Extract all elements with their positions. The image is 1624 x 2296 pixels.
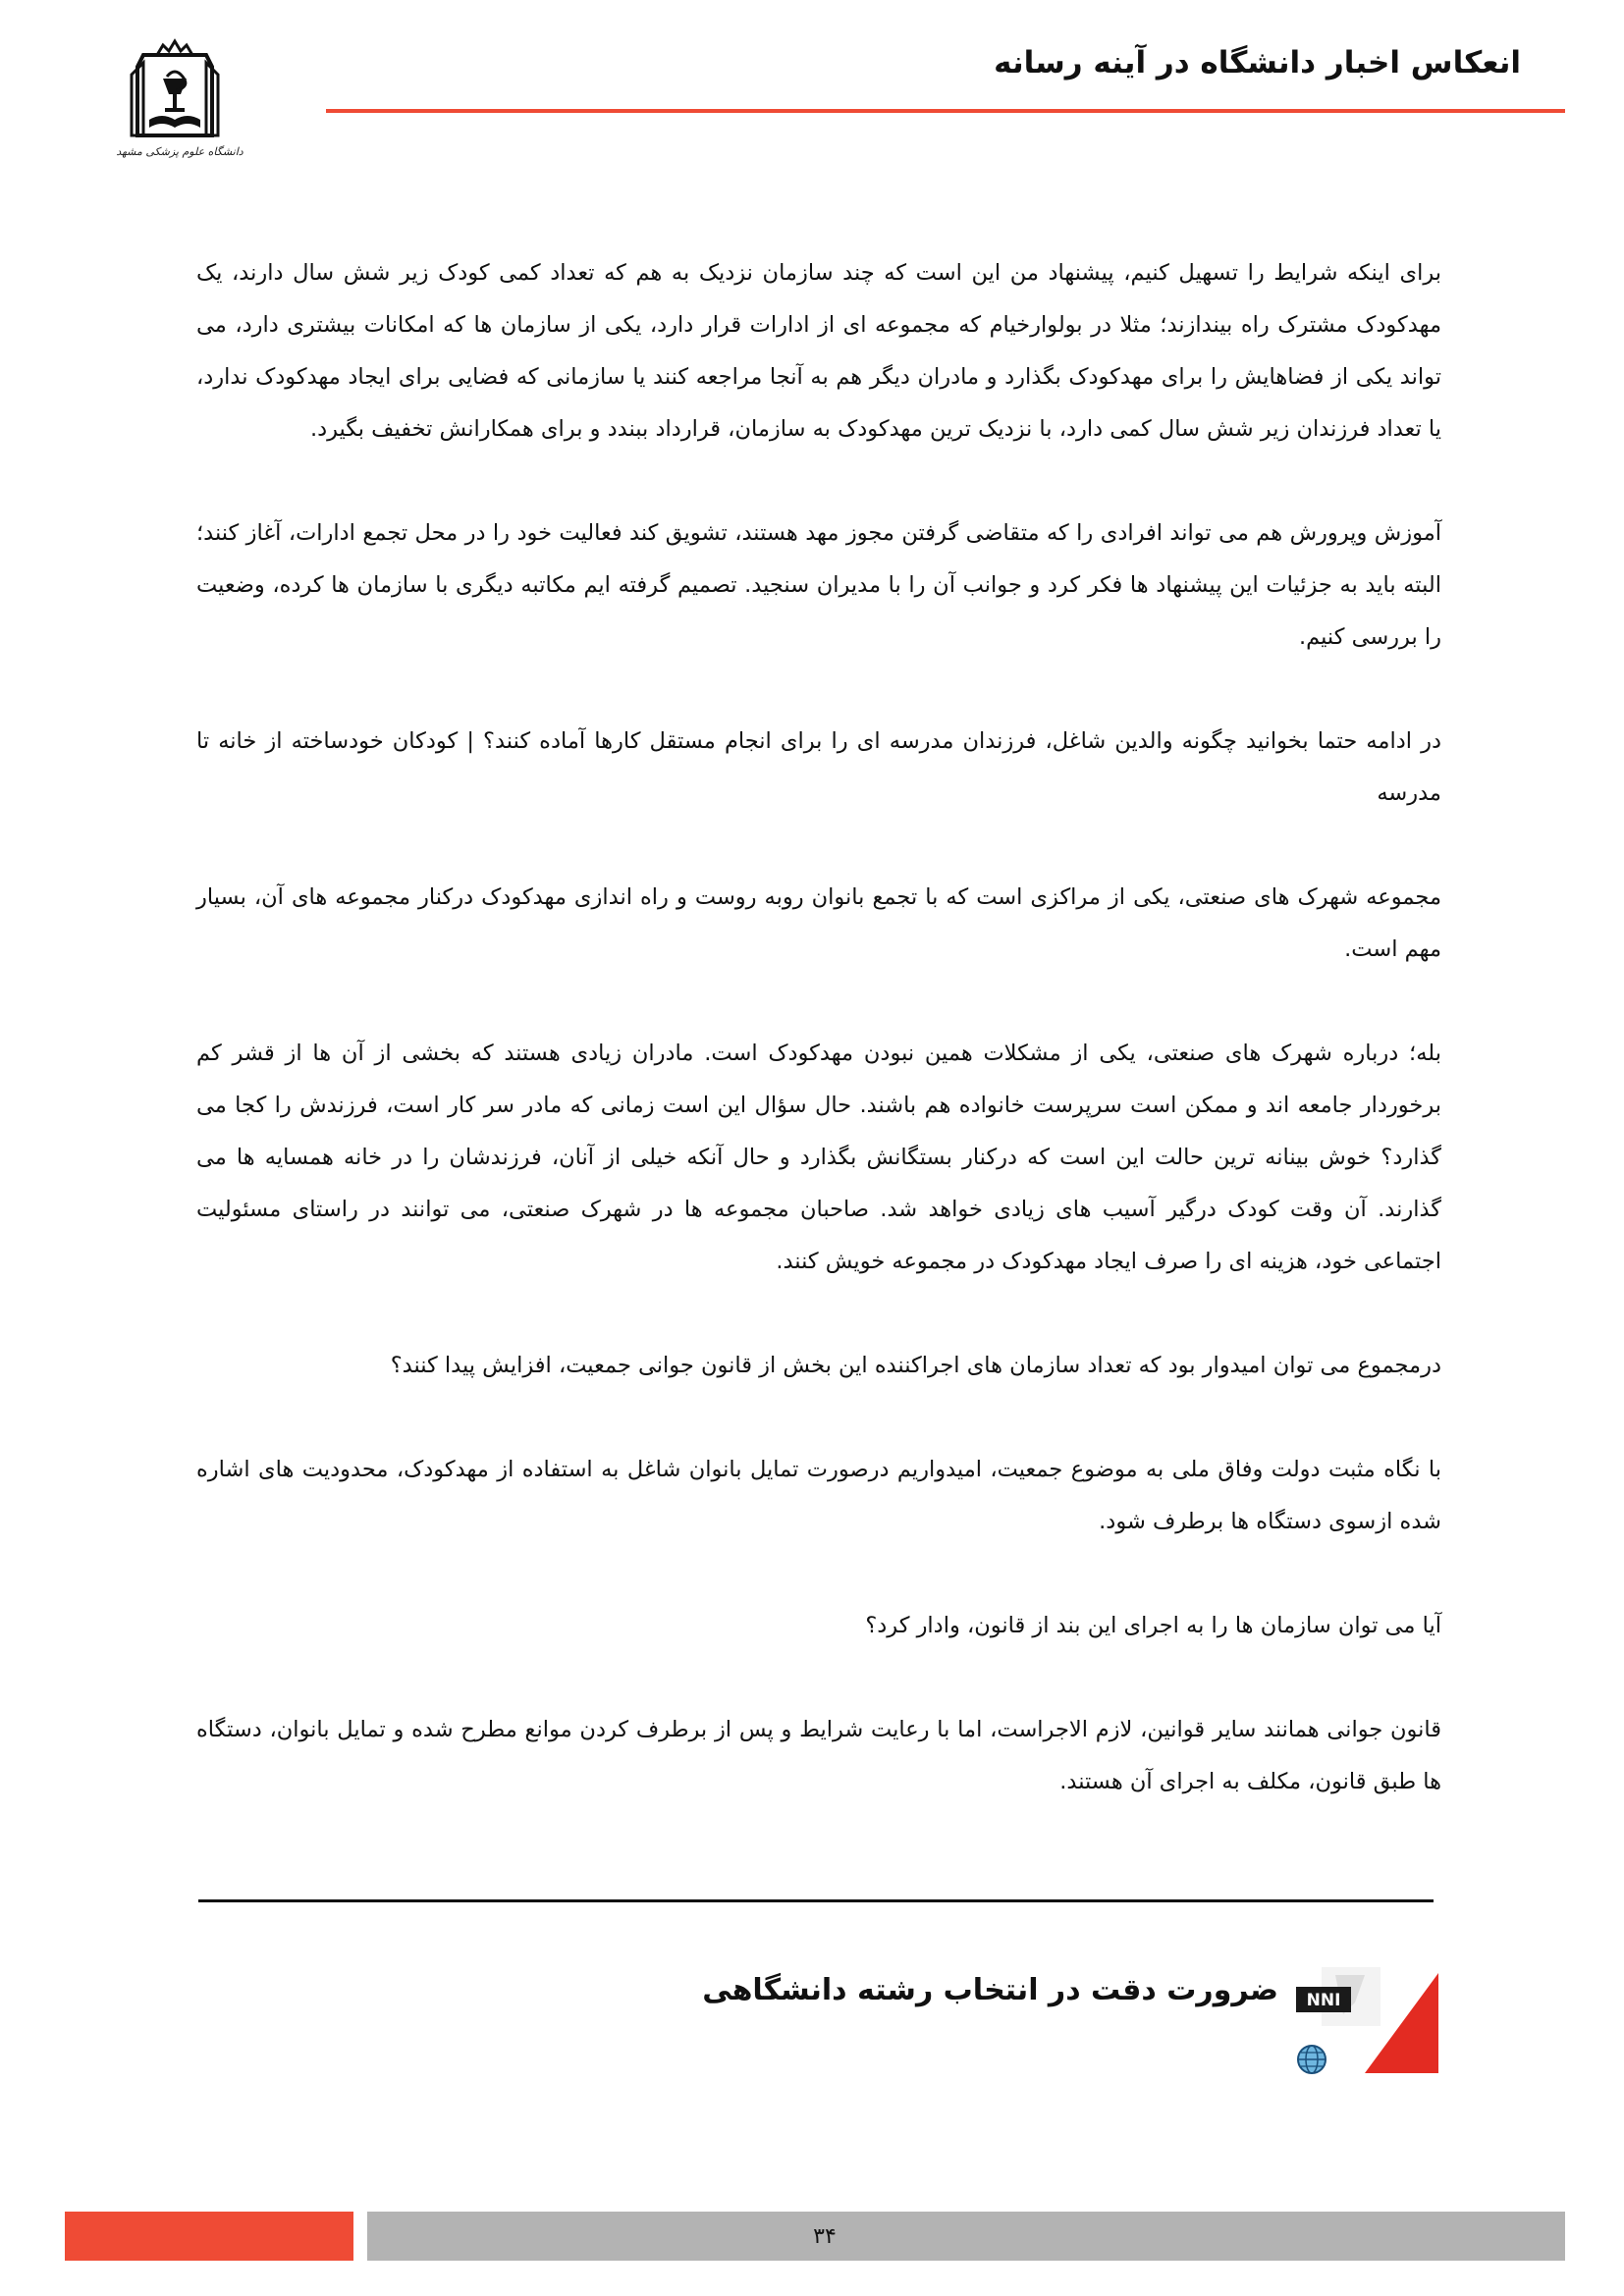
footer-bar [367, 2212, 1565, 2261]
header-divider [326, 109, 1565, 113]
article-paragraph: قانون جوانی همانند سایر قوانین، لازم الاجراست، اما با رعایت شرایط و پس از برطرف کردن موانع مطرح شده و تمایل بانوان، دستگاه ها طبق قانون، مکلف به اجرای آن هستند. [196, 1717, 1441, 1794]
page-number: ۳۴ [813, 2224, 837, 2249]
article-paragraph: بله؛ درباره شهرک های صنعتی، یکی از مشکلات همین نبودن مهدکودک است. مادران زیادی هستند که بخشی از آن ها از قشر کم برخوردار جامعه اند و ممکن است سرپرست خانواده هم باشند. حال سؤال این است زمانی که مادر سر کار است، فرزندش را کجا می گذارد؟ خوش بینانه ترین حالت این است که درکنار بستگانش بگذارد و حال آنکه خیلی از آنان، فرزندشان را در خانه همسایه ها می گذارند. آن وقت کودک درگیر آسیب های زیادی خواهد شد. صاحبان مجموعه ها در شهرک صنعتی، می توانند در راستای مسئولیت اجتماعی خود، هزینه ای را صرف ایجاد مهدکودک در مجموعه خویش کنند. [196, 1041, 1441, 1274]
article-paragraph: آموزش وپرورش هم می تواند افرادی را که متقاضی گرفتن مجوز مهد هستند، تشویق کند فعالیت خود را در محل تجمع ادارات، آغاز کنند؛ البته باید به جزئیات این پیشنهاد ها فکر کرد و جوانب آن را با مدیران سنجید. تصمیم گرفته ایم مکاتبه دیگری با سازمان ها کرده، وضعیت را بررسی کنیم. [196, 520, 1441, 650]
logo-caption: دانشگاه علوم پزشکی مشهد [116, 145, 244, 158]
section-divider [198, 1899, 1434, 1902]
article-question: درمجموع می توان امیدوار بود که تعداد سازمان های اجراکننده این بخش از قانون جوانی جمعیت، افزایش پیدا کنند؟ [390, 1353, 1441, 1378]
article-paragraph: برای اینکه شرایط را تسهیل کنیم، پیشنهاد من این است که چند سازمان نزدیک به هم که تعداد کمی کودک زیر شش سال دارند، یک مهدکودک مشترک راه بیندازند؛ مثلا در بولوارخیام که مجموعه ای از ادارات قرار دارد، یکی از سازمان ها که امکانات بیشتری دارد، می تواند یکی از فضاهایش را برای مهدکودک بگذارد و مادران دیگر هم به آنجا مراجعه کنند یا سازمانی که فضایی برای ایجاد مهدکودک ندارد، یا تعداد فرزندان زیر شش سال کمی دارد، با نزدیک ترین مهدکودک به سازمان، قرارداد ببندد و برای همکارانش تخفیف بگیرد. [196, 260, 1441, 442]
article-paragraph: با نگاه مثبت دولت وفاق ملی به موضوع جمعیت، امیدواریم درصورت تمایل بانوان شاغل به استفاده از مهدکودک، محدودیت های اشاره شده ازسوی دستگاه ها برطرف شود. [196, 1457, 1441, 1534]
header-title: انعکاس اخبار دانشگاه در آینه رسانه [994, 45, 1521, 80]
article-paragraph: مجموعه شهرک های صنعتی، یکی از مراکزی است که با تجمع بانوان روبه روست و راه اندازی مهدکودک درکنار مجموعه های آن، بسیار مهم است. [196, 884, 1441, 962]
related-link-paragraph[interactable]: در ادامه حتما بخوانید چگونه والدین شاغل، فرزندان مدرسه ای را برای انجام مستقل کارها آماده کنند؟ | کودکان خودساخته از خانه تا مدرسه [196, 728, 1441, 806]
related-article-title[interactable]: ضرورت دقت در انتخاب رشته دانشگاهی [702, 1973, 1278, 2007]
article-body [196, 247, 1441, 1860]
footer-accent-bar [65, 2212, 353, 2261]
globe-icon [1296, 2044, 1327, 2075]
source-logo-text: NNI [1306, 1991, 1341, 2010]
article-question: آیا می توان سازمان ها را به اجرای این بند از قانون، وادار کرد؟ [865, 1613, 1441, 1638]
